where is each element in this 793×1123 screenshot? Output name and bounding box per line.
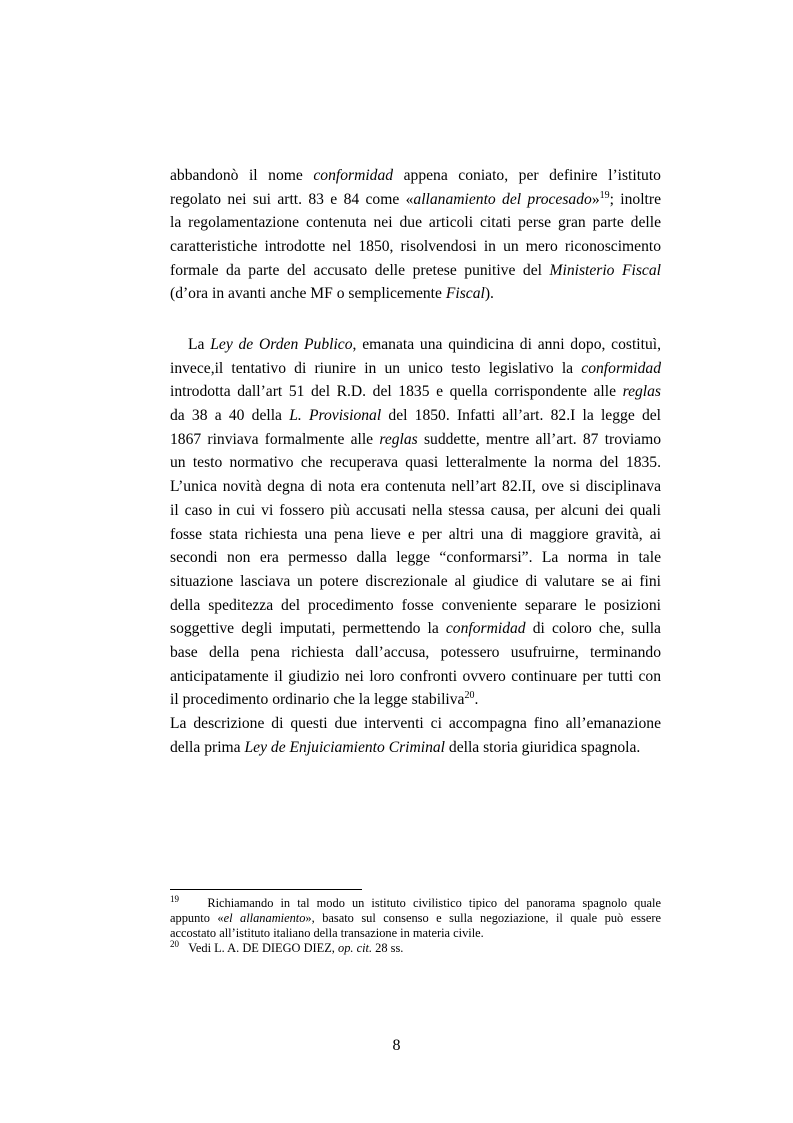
footnote-ref-19: 19 [599, 189, 610, 201]
footnote-line: appunto «el allanamiento», basato sul consenso e sulla negoziazione, il quale può essere [170, 911, 661, 925]
text-line: della speditezza del procedimento fosse conveniente separare le posizioni [170, 596, 661, 614]
text-line: soggettive degli imputati, permettendo la conformidad di coloro che, sulla [170, 620, 661, 638]
footnotes [170, 896, 661, 956]
page-number: 8 [392, 1037, 401, 1054]
text-line: La Ley de Orden Publico, emanata una quindicina di anni dopo, costituì, [188, 336, 661, 353]
text-line: della prima Ley de Enjuiciamiento Criminal della storia giuridica spagnola. [170, 738, 641, 756]
text-line: un testo normativo che recuperava quasi letteralmente la norma del 1835. [170, 454, 661, 472]
footnote-ref-20: 20 [464, 690, 475, 702]
paragraph-1 [170, 164, 661, 306]
text-line: regolato nei sui artt. 83 e 84 come «allanamiento del procesado»$^{19}$; inoltre [170, 189, 662, 208]
text-line: fosse stata richiesta una pena lieve e per altri una di maggiore gravità, ai [170, 525, 661, 543]
text-line: secondi non era permesso dalla legge “conformarsi”. La norma in tale [170, 549, 661, 567]
text-line: invece,il tentativo di riunire in un unico testo legislativo la conformidad [170, 359, 661, 377]
text-line: base della pena richiesta dall’accusa, potessero usufruirne, terminando [170, 643, 661, 661]
footnote-20: $^{20}$ Vedi L. A. DE DIEGO DIEZ, op. cit. 28 ss. [170, 939, 404, 955]
text-line: caratteristiche introdotte nel 1850, risolvendosi in un mero riconoscimento [170, 238, 661, 256]
text-line: anticipatamente il giudizio nei loro confronti ovvero continuare per tutti con [170, 667, 661, 685]
text-line: da 38 a 40 della L. Provisional del 1850. Infatti all’art. 82.I la legge del [170, 407, 662, 425]
text-line: abbandonò il nome conformidad appena coniato, per definire l’istituto [170, 167, 661, 184]
footnote-separator [170, 889, 362, 890]
text-line: la regolamentazione contenuta nei due articoli citati perse gran parte delle [170, 214, 661, 232]
text-line: situazione lasciava un potere discrezionale al giudice di valutare se ai fini [170, 572, 661, 590]
text-line: introdotta dall’art 51 del R.D. del 1835 e quella corrispondente alle reglas [170, 383, 661, 401]
text-line: La descrizione di questi due interventi ci accompagna fino all’emanazione [170, 715, 661, 732]
paragraph-2 [170, 333, 661, 759]
text-line: il procedimento ordinario che la legge stabiliva$^{20}$. [170, 690, 479, 709]
text-line: il caso in cui vi fossero più accusati nella stessa causa, per alcuni dei quali [170, 501, 661, 519]
text-line: formale da parte del accusato delle pretese punitive del Ministerio Fiscal [170, 261, 661, 279]
text-line: L’unica novità degna di nota era contenuta nell’art 82.II, ove si disciplinava [170, 478, 661, 496]
footnote-19: $^{19}$ Richiamando in tal modo un istituto civilistico tipico del panorama spagnolo quale [170, 894, 661, 910]
text-line: (d’ora in avanti anche MF o semplicemente Fiscal). [170, 285, 494, 303]
text-line: 1867 rinviava formalmente alle reglas suddette, mentre all’art. 87 troviamo [170, 430, 661, 448]
footnote-line: accostato all’istituto italiano della transazione in materia civile. [170, 926, 484, 940]
